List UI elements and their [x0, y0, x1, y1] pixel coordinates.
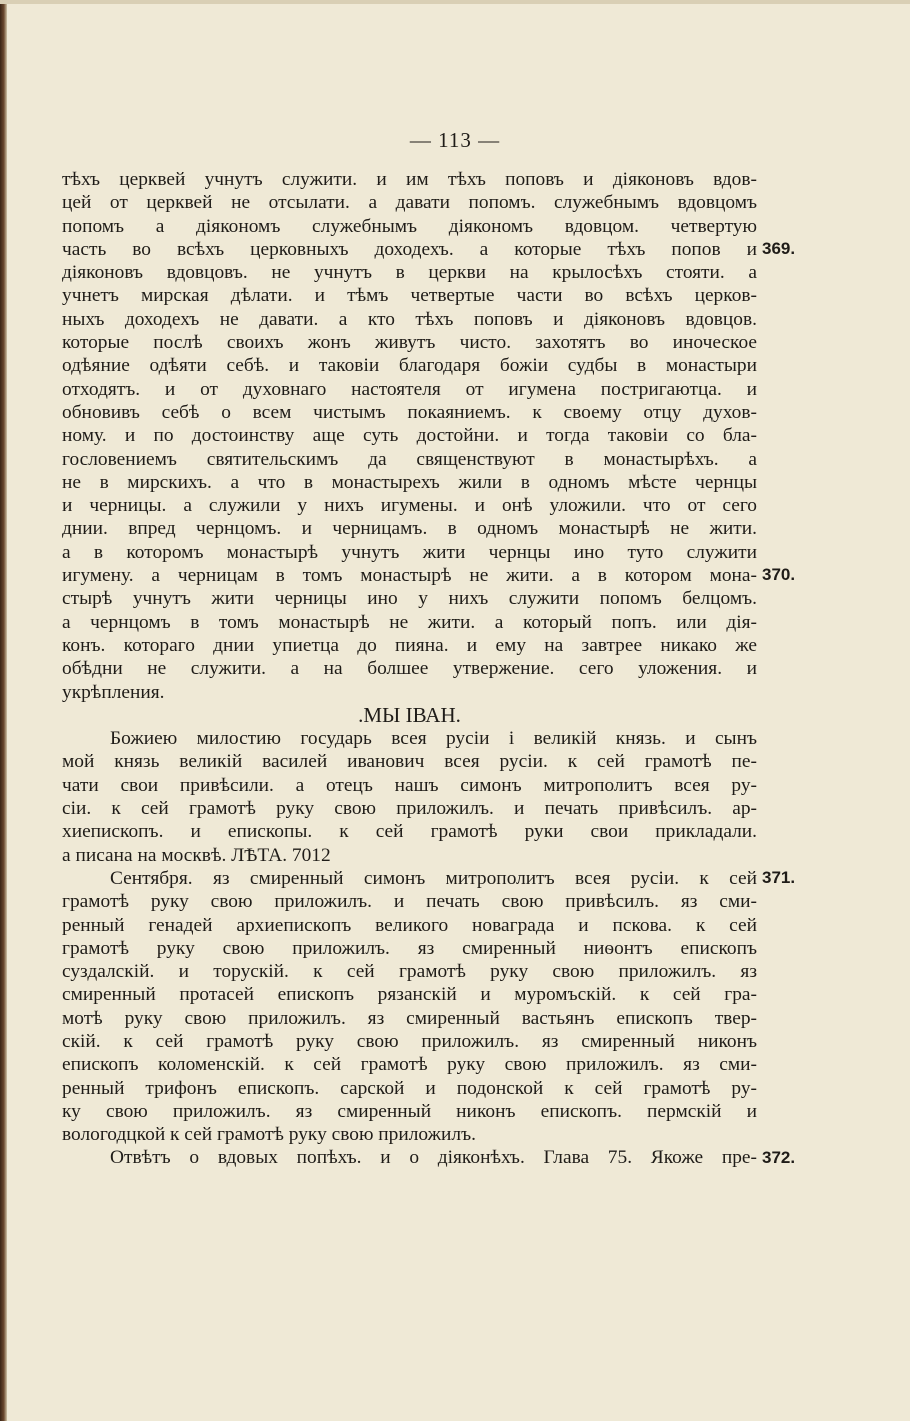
- text-line: діяконовъ вдовцовъ. не учнутъ в церкви на крылосѣхъ стояти. а: [62, 262, 757, 284]
- text-line: чати свои привѣсили. а отецъ нашъ симонъ митрополитъ всея ру-: [62, 774, 757, 796]
- page-number: — 113 —: [409, 128, 501, 152]
- text-line: ренный трифонъ епископъ. сарской и подонской к сей грамотѣ ру-: [62, 1077, 757, 1099]
- text-line: мотѣ руку свою приложилъ. яз смиренный вастьянъ епископъ твер-: [62, 1007, 757, 1029]
- margin-line-number: 370.: [762, 565, 796, 585]
- text-line: мой князь великій василей иванович всея русіи. к сей грамотѣ пе-: [62, 751, 757, 773]
- text-line: а в которомъ монастырѣ учнутъ жити чернцы ино туто служити: [62, 541, 757, 563]
- text-line: попомъ а діякономъ служебнымъ діякономъ вдовцом. четвертую: [62, 215, 757, 237]
- text-line: сіи. к сей грамотѣ руку свою приложилъ. и печать привѣсилъ. ар-: [62, 798, 757, 820]
- text-line: скій. к сей грамотѣ руку свою приложилъ. яз смиренный никонъ: [62, 1030, 757, 1052]
- text-line: ному. и по достоинству аще суть достойни. и тогда таковіи со бла-: [62, 425, 757, 447]
- body-text: [62, 168, 757, 1170]
- margin-line-number: 372.: [762, 1147, 796, 1167]
- text-line: игумену. а черницам в томъ монастырѣ не жити. а в котором мона-: [62, 565, 757, 587]
- text-line: ренный генадей архиепископъ великого новаграда и пскова. к сей: [62, 914, 757, 936]
- text-line: вологодцкой к сей грамотѣ руку свою приложилъ.: [62, 1124, 476, 1146]
- text-line: одѣяние одѣяти себѣ. и таковіи благодаря божіи судбы в монастыри: [62, 355, 757, 377]
- text-line: днии. впред чернцомъ. и черницамъ. в одномъ монастырѣ не жити.: [62, 518, 757, 540]
- text-line: тѣхъ церквей учнутъ служити. и им тѣхъ поповъ и діяконовъ вдов-: [62, 169, 757, 190]
- text-line: обѣдни не служити. а на болшее утвержение. сего уложения. и: [62, 658, 757, 680]
- text-line: и черницы. а служили у нихъ игумены. и онѣ уложили. что от сего: [62, 495, 757, 517]
- text-line: гословениемъ святительскимъ да священствуют в монастырѣхъ. а: [62, 448, 757, 470]
- text-line: грамотѣ руку свою приложилъ. и печать свою привѣсилъ. яз сми-: [62, 891, 757, 913]
- text-line: обновивъ себѣ о всем чистымъ покаяниемъ. к своему отцу духов-: [62, 401, 757, 423]
- page-top-edge: [0, 0, 910, 4]
- text-line: конъ. котораго днии упиетца до пияна. и ему на завтрее никако же: [62, 634, 757, 656]
- text-line: которые послѣ своихъ жонъ живутъ чисто. захотятъ во иноческое: [62, 332, 757, 354]
- text-line: часть во всѣхъ церковныхъ доходехъ. а которые тѣхъ попов и: [62, 238, 757, 260]
- text-line: Божиею милостию государь всея русіи і великій князь. и сынъ: [110, 728, 757, 750]
- text-line: отходятъ. и от духовнаго настоятеля от игумена постригаютца. и: [62, 378, 757, 400]
- margin-line-number: 369.: [762, 238, 796, 258]
- text-line: не в мирскихъ. а что в монастырехъ жили в одномъ мѣсте чернцы: [62, 471, 757, 493]
- text-line: суздалскій. и торускій. к сей грамотѣ руку свою приложилъ. яз: [62, 961, 757, 983]
- text-line: стырѣ учнутъ жити черницы ино у нихъ служити попомъ белцомъ.: [62, 588, 757, 610]
- book-spine-edge: [0, 0, 7, 1421]
- text-line: Сентября. яз смиренный симонъ митрополитъ всея русіи. к сей: [110, 867, 757, 889]
- text-line: ку свою приложилъ. яз смиренный никонъ епископъ. пермскій и: [62, 1100, 757, 1122]
- text-line: Отвѣтъ о вдовых попѣхъ. и о діяконѣхъ. Глава 75. Якоже пре-: [110, 1147, 757, 1169]
- text-line: цей от церквей не отсылати. а давати попомъ. служебнымъ вдовцомъ: [62, 192, 757, 214]
- text-line: смиренный протасей епископъ рязанскій и муромъскій. к сей гра-: [62, 984, 757, 1006]
- text-line: а чернцомъ в томъ монастырѣ не жити. а который попъ. или дія-: [62, 611, 757, 633]
- text-line: укрѣпления.: [62, 681, 165, 703]
- text-line: епископъ коломенскій. к сей грамотѣ руку свою приложилъ. яз сми-: [62, 1054, 757, 1076]
- text-line: хиепископъ. и епископы. к сей грамотѣ руки свои прикладали.: [62, 821, 757, 843]
- margin-line-number: 371.: [762, 868, 796, 887]
- text-line: а писана на москвѣ. ЛѢТА. 7012: [62, 844, 331, 866]
- text-line: учнетъ мирская дѣлати. и тѣмъ четвертые части во всѣхъ церков-: [62, 285, 757, 307]
- text-line: ныхъ доходехъ не давати. а кто тѣхъ поповъ и діяконовъ вдовцов.: [62, 308, 757, 330]
- text-line: .МЫ IВАН.: [358, 702, 461, 727]
- text-line: грамотѣ руку свою приложилъ. яз смиренный ниѳонтъ епископъ: [62, 937, 757, 959]
